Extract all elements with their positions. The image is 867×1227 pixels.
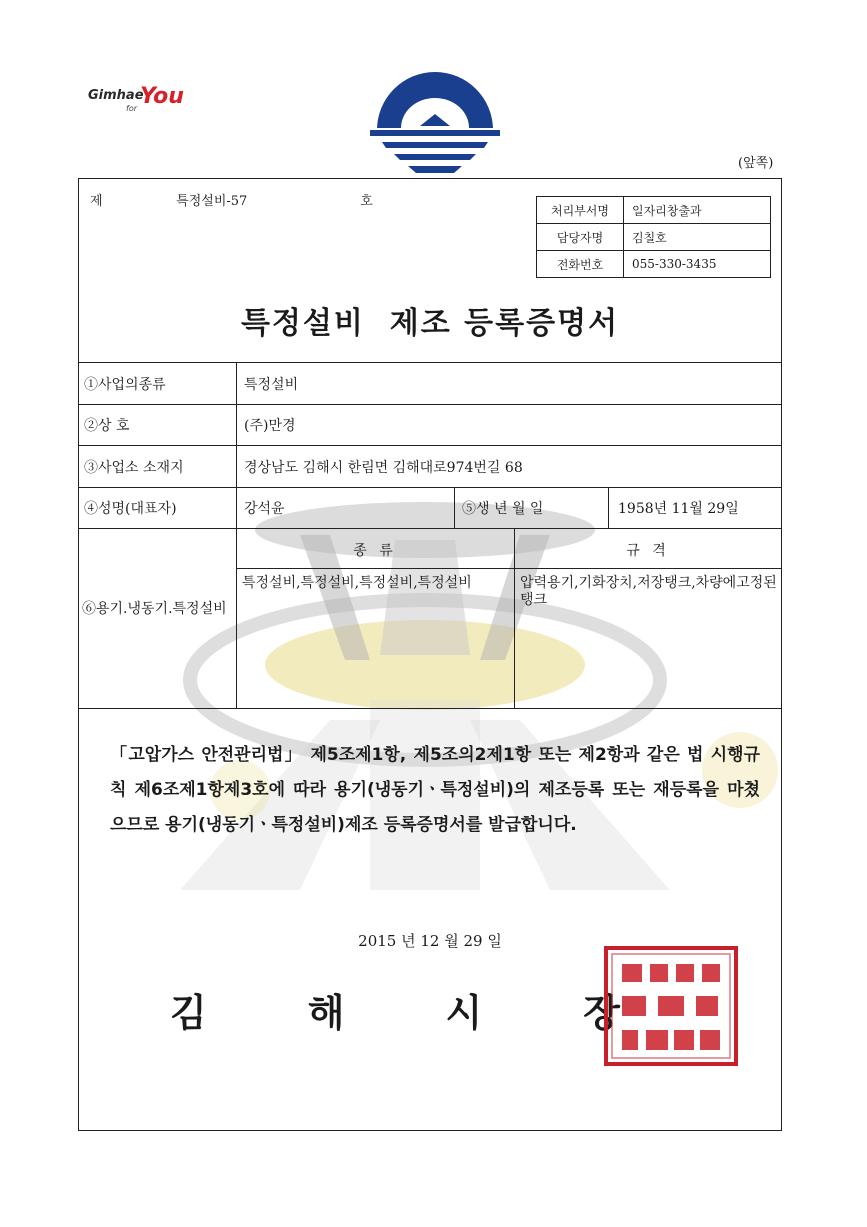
gimhae-city-emblem-icon bbox=[368, 70, 502, 180]
equipment-label: ⑥용기.냉동기.특정설비 bbox=[82, 601, 227, 617]
processing-value: 김칠호 bbox=[624, 224, 771, 251]
certificate-title: 특정설비 제조 등록증명서 bbox=[240, 306, 620, 341]
processing-info-table bbox=[536, 196, 771, 278]
equipment-spec-value: 압력용기,기화장치,저장탱크,차량에고정된탱크 bbox=[520, 575, 777, 608]
table-row bbox=[537, 197, 771, 224]
document-number bbox=[90, 190, 373, 209]
logo-you-text: You bbox=[140, 84, 184, 109]
certificate-body-text bbox=[110, 738, 760, 843]
issuer-char: 해 bbox=[307, 991, 345, 1035]
divider bbox=[78, 404, 782, 405]
company-name-value: (주)만경 bbox=[244, 418, 296, 434]
divider bbox=[236, 362, 237, 708]
equipment-type-value: 특정설비,특정설비,특정설비,특정설비 bbox=[242, 575, 472, 591]
birth-date-label: ⑤생 년 월 일 bbox=[462, 501, 544, 517]
address-label: ③사업소 소재지 bbox=[84, 460, 184, 476]
divider bbox=[78, 708, 782, 709]
divider bbox=[454, 487, 455, 528]
processing-label: 처리부서명 bbox=[537, 197, 624, 224]
divider bbox=[78, 445, 782, 446]
divider bbox=[78, 487, 782, 488]
address-value: 경상남도 김해시 한림면 김해대로974번길 68 bbox=[244, 460, 523, 476]
doc-number-suffix: 호 bbox=[360, 194, 373, 209]
issuer-name bbox=[170, 982, 620, 1037]
company-name-label: ②상 호 bbox=[84, 418, 130, 434]
doc-number-prefix: 제 bbox=[90, 194, 103, 209]
type-column-header: 종 류 bbox=[353, 543, 397, 559]
table-row bbox=[537, 224, 771, 251]
doc-number-value: 특정설비-57 bbox=[176, 194, 248, 209]
issue-date: 2015 년 12 월 29 일 bbox=[358, 932, 502, 950]
business-type-label: ①사업의종류 bbox=[84, 377, 166, 393]
divider bbox=[608, 487, 609, 528]
representative-label: ④성명(대표자) bbox=[84, 501, 177, 517]
page-side-note: (앞쪽) bbox=[738, 156, 774, 171]
issuer-char: 장 bbox=[583, 991, 620, 1035]
spec-column-header: 규 격 bbox=[626, 543, 670, 559]
processing-label: 전화번호 bbox=[537, 251, 624, 278]
issuer-char: 시 bbox=[445, 991, 483, 1035]
divider bbox=[78, 528, 782, 529]
issuer-char: 김 bbox=[170, 991, 207, 1035]
body-paragraph: 「고압가스 안전관리법」 제5조제1항, 제5조의2제1항 또는 제2항과 같은 법 시행규칙 제6조제1항제3호에 따라 용기(냉동기ㆍ특정설비)의 제조등록 또는 재등록을 마쳤으므로 용기(냉동기ㆍ특정설비)제조 등록증명서를 발급합니다. bbox=[110, 745, 760, 835]
representative-value: 강석윤 bbox=[244, 501, 285, 517]
processing-value: 일자리창출과 bbox=[624, 197, 771, 224]
divider bbox=[236, 568, 782, 569]
gimhae-for-you-logo bbox=[88, 84, 198, 124]
processing-label: 담당자명 bbox=[537, 224, 624, 251]
table-row bbox=[537, 251, 771, 278]
official-seal-stamp bbox=[602, 944, 740, 1068]
business-type-value: 특정설비 bbox=[244, 377, 299, 393]
logo-gimhae-text: Gimhae bbox=[88, 88, 144, 103]
processing-value: 055-330-3435 bbox=[624, 251, 771, 278]
birth-date-value: 1958년 11월 29일 bbox=[618, 501, 739, 517]
divider bbox=[78, 362, 782, 363]
logo-for-text: for bbox=[126, 104, 137, 113]
